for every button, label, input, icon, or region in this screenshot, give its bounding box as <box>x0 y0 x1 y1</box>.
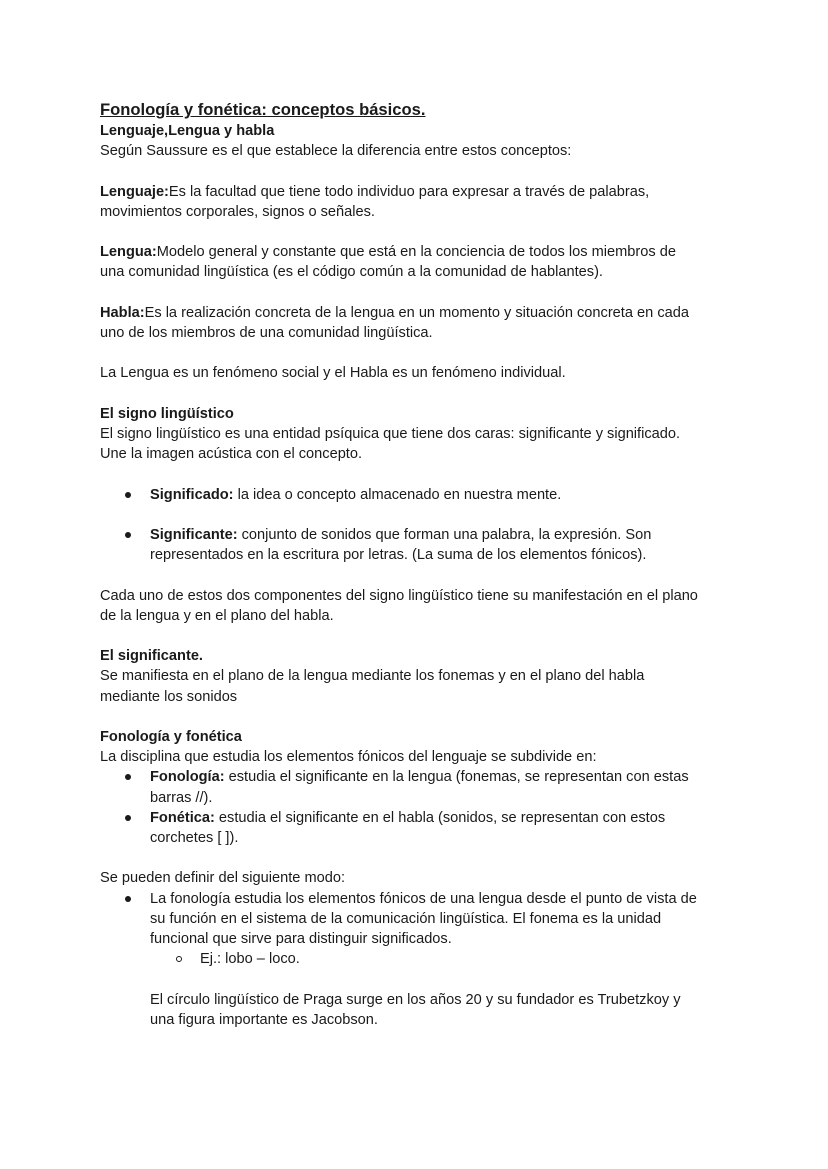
definir-list <box>100 889 740 970</box>
praga-line2: una figura importante es Jacobson. <box>150 1011 378 1028</box>
significante-line2: mediante los sonidos <box>100 688 238 705</box>
example-list <box>150 949 740 969</box>
heading-significante: El significante. <box>100 648 203 665</box>
list-item-fonologia: Fonología: estudia el significante en la lengua (fonemas, se representan con estas barras //). <box>100 767 740 807</box>
lenguaje-definition-cont: movimientos corporales, signos o señales. <box>100 203 375 220</box>
lengua-social-statement: La Lengua es un fenómeno social y el Habla es un fenómeno individual. <box>100 365 566 382</box>
habla-term: Habla: <box>100 304 145 321</box>
lenguaje-term: Lenguaje: <box>100 183 169 200</box>
lengua-definition: Lengua:Modelo general y constante que está en la conciencia de todos los miembros de <box>100 244 676 261</box>
definir-intro: Se pueden definir del siguiente modo: <box>100 870 346 887</box>
list-item-significado: Significado: la idea o concepto almacenado en nuestra mente. <box>100 485 740 505</box>
lengua-term: Lengua: <box>100 244 157 261</box>
cada-componente-line2: de la lengua y en el plano del habla. <box>100 607 334 624</box>
heading-fonologia-fonetica: Fonología y fonética <box>100 728 242 745</box>
signo-paragraph-line2: Une la imagen acústica con el concepto. <box>100 446 363 463</box>
signo-components-list <box>100 485 740 505</box>
signo-components-list-2 <box>100 525 740 565</box>
lenguaje-definition: Lenguaje:Es la facultad que tiene todo individuo para expresar a través de palabras, <box>100 183 650 200</box>
document-title: Fonología y fonética: conceptos básicos. <box>100 100 426 119</box>
example-item: Ej.: lobo – loco. <box>150 949 740 969</box>
habla-definition: Habla:Es la realización concreta de la lengua en un momento y situación concreta en cada <box>100 304 689 321</box>
document-content <box>100 99 740 1030</box>
praga-line1: El círculo lingüístico de Praga surge en los años 20 y su fundador es Trubetzkoy y <box>150 991 681 1008</box>
signo-paragraph-line1: El signo lingüístico es una entidad psíquica que tiene dos caras: significante y significado. <box>100 425 681 442</box>
list-item-significante: Significante: conjunto de sonidos que forman una palabra, la expresión. Son representados en la escritura por letras. (La suma de los elementos fónicos). <box>100 525 740 565</box>
lengua-definition-cont: una comunidad lingüística (es el código común a la comunidad de hablantes). <box>100 264 603 281</box>
list-item-fonologia-definition: La fonología estudia los elementos fónicos de una lengua desde el punto de vista de su función en el sistema de la comunicación lingüística. El fonema es la unidad funcional que sirve para distinguir significados. Ej.: lobo – loco. <box>100 889 740 970</box>
significante-line1: Se manifiesta en el plano de la lengua mediante los fonemas y en el plano del habla <box>100 668 645 685</box>
heading-lenguaje-lengua-habla: Lenguaje,Lengua y habla <box>100 123 275 139</box>
saussure-intro: Según Saussure es el que establece la diferencia entre estos conceptos: <box>100 143 572 160</box>
heading-signo-linguistico: El signo lingüístico <box>100 405 234 422</box>
cada-componente-line1: Cada uno de estos dos componentes del signo lingüístico tiene su manifestación en el plano <box>100 587 698 604</box>
disciplina-list <box>100 767 740 848</box>
list-item-fonetica: Fonética: estudia el significante en el habla (sonidos, se representan con estos corchetes [ ]). <box>100 808 740 848</box>
habla-definition-cont: uno de los miembros de una comunidad lingüística. <box>100 324 433 341</box>
disciplina-intro: La disciplina que estudia los elementos fónicos del lenguaje se subdivide en: <box>100 749 597 766</box>
